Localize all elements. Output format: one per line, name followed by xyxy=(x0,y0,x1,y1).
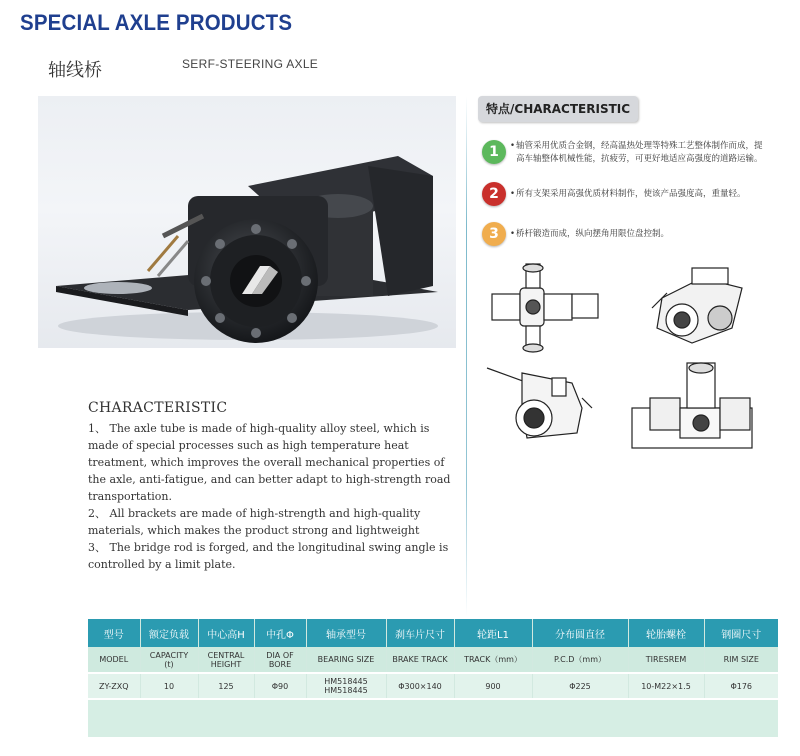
header-cn-cell-5: 刹车片尺寸 xyxy=(386,619,454,647)
header-cn-cell-6: 轮距L1 xyxy=(454,619,532,647)
axle-drawing-front-icon xyxy=(492,264,598,352)
header-en-cell-0: MODEL xyxy=(88,647,140,673)
axle-photo xyxy=(38,96,456,348)
header-cn-cell-9: 钢圈尺寸 xyxy=(704,619,778,647)
header-en-cell-4: BEARING SIZE xyxy=(306,647,386,673)
number-2-icon: 2 xyxy=(482,182,506,206)
header-en-cell-6: TRACK（mm） xyxy=(454,647,532,673)
vertical-divider xyxy=(466,96,467,616)
table-cell-0-0: ZY-ZXQ xyxy=(88,673,140,699)
characteristic-body xyxy=(88,420,454,573)
header-cn-cell-1: 额定负载 xyxy=(140,619,198,647)
table-cell-0-3: Φ90 xyxy=(254,673,306,699)
header-en-cell-8: TIRESREM xyxy=(628,647,704,673)
header-en-cell-2: CENTRAL HEIGHT xyxy=(198,647,254,673)
number-1-icon: 1 xyxy=(482,140,506,164)
axle-drawing-side-icon xyxy=(487,368,592,438)
characteristic-paragraph-2: 2、 All brackets are made of high-strength and high-quality materials, which makes the product strong and lightweight xyxy=(88,507,421,537)
header-cn-cell-8: 轮胎螺栓 xyxy=(628,619,704,647)
table-cell-0-2: 125 xyxy=(198,673,254,699)
page-title: SPECIAL AXLE PRODUCTS xyxy=(20,10,293,35)
table-cell-0-6: 900 xyxy=(454,673,532,699)
axle-drawing-top-icon xyxy=(632,363,752,448)
blank-cell xyxy=(88,699,778,737)
number-3-icon: 3 xyxy=(482,222,506,246)
header-en-cell-3: DIA OF BORE xyxy=(254,647,306,673)
axle-drawing-3d-icon xyxy=(652,268,742,343)
table-row-blank xyxy=(88,699,778,737)
header-en-cell-1: CAPACITY (t) xyxy=(140,647,198,673)
table-cell-0-7: Φ225 xyxy=(532,673,628,699)
header-en-cell-7: P.C.D（mm） xyxy=(532,647,628,673)
table-header-en xyxy=(88,647,778,673)
spec-table xyxy=(88,619,778,737)
table-cell-0-4: HM518445 HM518445 xyxy=(306,673,386,699)
table-cell-0-9: Φ176 xyxy=(704,673,778,699)
header-en-cell-5: BRAKE TRACK xyxy=(386,647,454,673)
product-name-en: SERF-STEERING AXLE xyxy=(182,57,319,71)
header-cn-cell-7: 分布圆直径 xyxy=(532,619,628,647)
product-name-cn: 轴线桥 xyxy=(48,60,102,81)
technical-drawings xyxy=(482,258,772,458)
feature-text-3: • 桥杆锻造而成，纵向摆角用限位盘控制。 xyxy=(516,228,766,241)
header-cn-cell-0: 型号 xyxy=(88,619,140,647)
header-cn-cell-3: 中孔Φ xyxy=(254,619,306,647)
table-cell-0-5: Φ300×140 xyxy=(386,673,454,699)
characteristic-heading: CHARACTERISTIC xyxy=(88,400,228,416)
feature-text-1: • 轴管采用优质合金钢，经高温热处理等特殊工艺整体制作而成，提高车轴整体机械性能，抗疲劳，可更好地适应高强度的道路运输。 xyxy=(516,140,766,166)
header-cn-cell-4: 轴承型号 xyxy=(306,619,386,647)
header-en-cell-9: RIM SIZE xyxy=(704,647,778,673)
table-row xyxy=(88,673,778,699)
characteristic-paragraph-3: 3、 The bridge rod is forged, and the longitudinal swing angle is controlled by a limit plate. xyxy=(88,541,449,571)
table-header-cn xyxy=(88,619,778,647)
header-cn-cell-2: 中心高H xyxy=(198,619,254,647)
characteristic-paragraph-1: 1、 The axle tube is made of high-quality alloy steel, which is made of special processes such as high temperature heat treatment, which improves the overall mechanical properties of the axle, anti-fatigue, and can better adapt to high-strength road transportation. xyxy=(88,422,451,503)
table-cell-0-1: 10 xyxy=(140,673,198,699)
table-cell-0-8: 10-M22×1.5 xyxy=(628,673,704,699)
feature-text-2: • 所有支架采用高强优质材料制作，使该产品强度高，重量轻。 xyxy=(516,188,766,201)
characteristic-badge: 特点/CHARACTERISTIC xyxy=(478,96,638,122)
